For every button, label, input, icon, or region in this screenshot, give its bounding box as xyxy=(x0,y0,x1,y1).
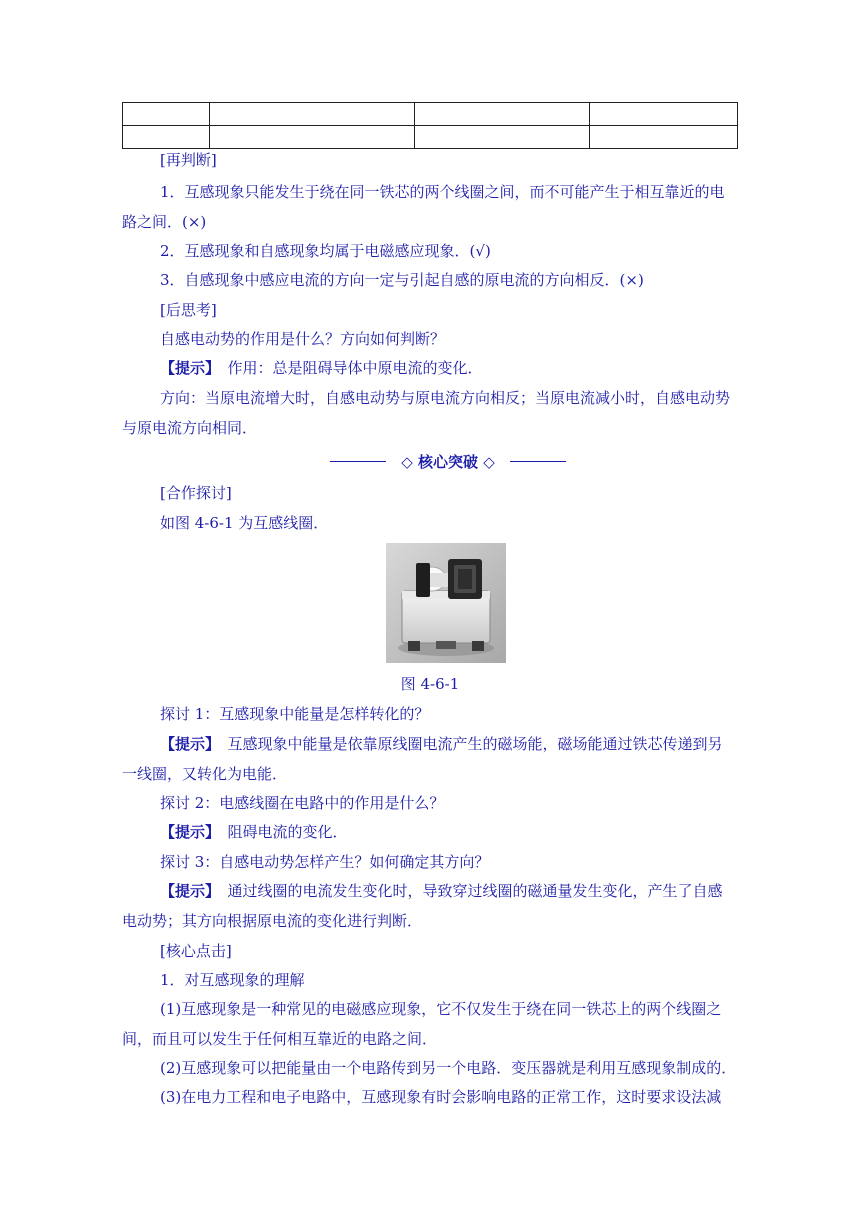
table-cell xyxy=(209,103,414,126)
section-heading-rejudge: [再判断] xyxy=(160,151,217,169)
table-row xyxy=(123,126,738,149)
section-heading-core-points: [核心点击] xyxy=(160,942,232,960)
table-cell xyxy=(209,126,414,149)
point-1-item-1-cont: 间，而且可以发生于任何相互靠近的电路之间． xyxy=(122,1030,438,1048)
table-cell xyxy=(414,126,589,149)
section-divider xyxy=(330,452,566,472)
tip-text: 阻碍电流的变化． xyxy=(227,823,348,841)
figure-intro: 如图 4-6-1 为互感线圈． xyxy=(160,514,329,532)
judge-item-1: 1．互感现象只能发生于绕在同一铁芯的两个线圈之间，而不可能产生于相互靠近的电 xyxy=(160,183,725,201)
divider-label: ◇ 核心突破 ◇ xyxy=(401,453,495,471)
point-1-title: 1．对互感现象的理解 xyxy=(160,971,305,989)
tip-text: 作用：总是阻碍导体中原电流的变化． xyxy=(227,359,483,377)
top-table xyxy=(122,102,738,149)
tip-line xyxy=(160,822,348,842)
tip-label: 【提示】 xyxy=(160,823,213,841)
section-heading-afterthink: [后思考] xyxy=(160,301,217,319)
tip-label: 【提示】 xyxy=(160,359,213,377)
tip-text-cont: 电动势；其方向根据原电流的变化进行判断． xyxy=(122,912,423,930)
point-1-item-2: (2)互感现象可以把能量由一个电路传到另一个电路．变压器就是利用互感现象制成的． xyxy=(160,1059,737,1077)
question-text: 自感电动势的作用是什么？方向如何判断？ xyxy=(160,330,446,348)
judge-item-3: 3．自感现象中感应电流的方向一定与引起自感的原电流的方向相反．(×) xyxy=(160,271,644,289)
divider-line-right xyxy=(510,461,566,462)
answer-direction-cont: 与原电流方向相同． xyxy=(122,419,258,437)
table-row xyxy=(123,103,738,126)
tip-line xyxy=(160,881,723,901)
tip-line xyxy=(160,358,483,378)
point-1-item-1: (1)互感现象是一种常见的电磁感应现象，它不仅发生于绕在同一铁芯上的两个线圈之 xyxy=(160,1000,722,1018)
judge-item-2: 2．互感现象和自感现象均属于电磁感应现象．(√) xyxy=(160,242,491,260)
table-cell xyxy=(123,126,210,149)
tip-line xyxy=(160,734,723,754)
discussion-3-question: 探讨 3：自感电动势怎样产生？如何确定其方向？ xyxy=(160,853,490,871)
divider-line-left xyxy=(330,461,386,462)
table-cell xyxy=(414,103,589,126)
tip-text-cont: 一线圈，又转化为电能． xyxy=(122,765,288,783)
discussion-1-question: 探讨 1：互感现象中能量是怎样转化的？ xyxy=(160,705,430,723)
point-1-item-3: (3)在电力工程和电子电路中，互感现象有时会影响电路的正常工作，这时要求设法减 xyxy=(160,1088,722,1106)
table-cell xyxy=(589,103,737,126)
tip-text: 通过线圈的电流发生变化时，导致穿过线圈的磁通量发生变化，产生了自感 xyxy=(227,882,723,900)
discussion-2-question: 探讨 2：电感线圈在电路中的作用是什么？ xyxy=(160,794,445,812)
answer-direction: 方向：当原电流增大时，自感电动势与原电流方向相反；当原电流减小时，自感电动势 xyxy=(160,389,731,407)
table-cell xyxy=(589,126,737,149)
table-cell xyxy=(123,103,210,126)
figure-caption: 图 4-6-1 xyxy=(400,675,460,693)
mutual-inductance-coil-photo xyxy=(386,543,506,663)
judge-item-1-cont: 路之间．(×) xyxy=(122,213,207,231)
tip-label: 【提示】 xyxy=(160,882,213,900)
section-heading-discussion: [合作探讨] xyxy=(160,484,232,502)
tip-label: 【提示】 xyxy=(160,735,213,753)
tip-text: 互感现象中能量是依靠原线圈电流产生的磁场能，磁场能通过铁芯传递到另 xyxy=(227,735,723,753)
